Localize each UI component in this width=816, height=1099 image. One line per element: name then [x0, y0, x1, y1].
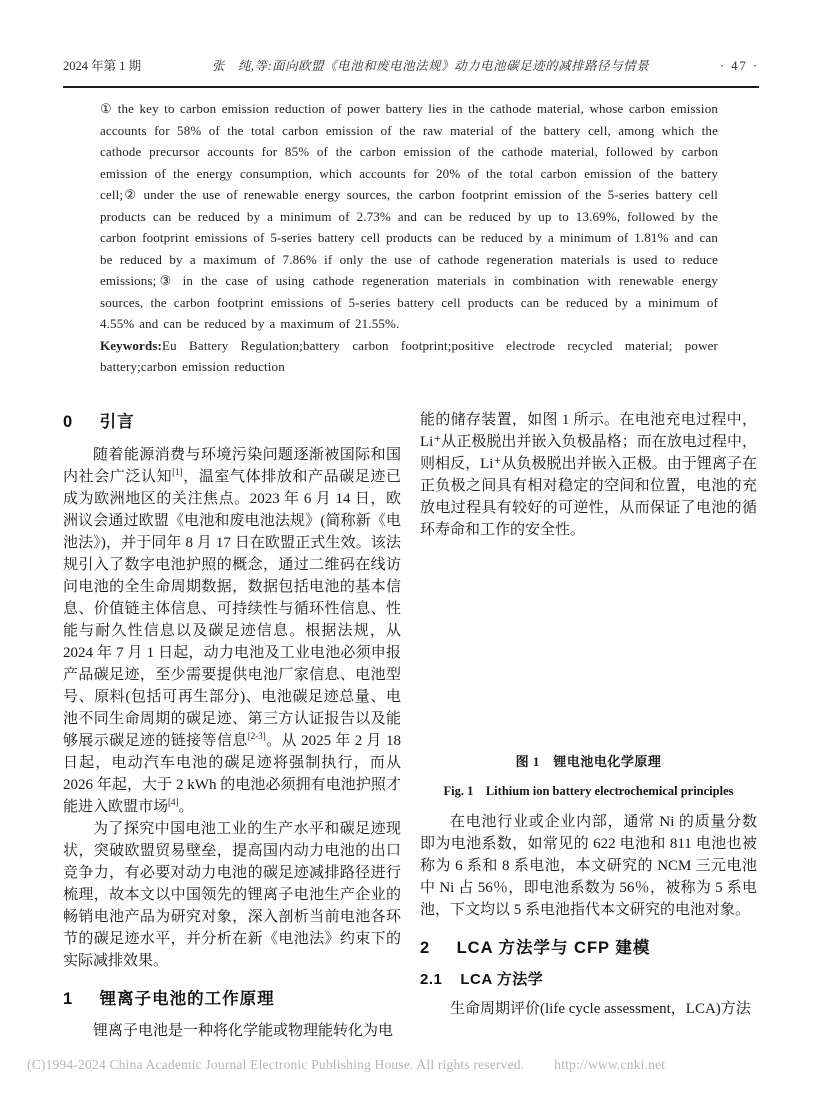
- intro-p1-segment: 。从 2025 年 2 月 18 日起，电动汽车电池的碳足迹将强制执行，而从 2026 年起，大于 2 kWh 的电池必须拥有电池护照才能进入欧盟市场: [63, 733, 401, 815]
- intro-p1-segment: 。: [178, 799, 194, 815]
- lca-method-paragraph: 生命周期评价(life cycle assessment，LCA)方法: [450, 1001, 751, 1017]
- section-0-number: 0: [63, 413, 74, 431]
- figure1-caption-zh: 图 1 锂电池电化学原理: [515, 754, 662, 769]
- intro-p1-segment: ，温室气体排放和产品碳足迹已成为欧洲地区的关注焦点。2023 年 6 月 14 日，欧洲议会通过欧盟《电池和废电池法规》(简称新《电池法》)，并于同年 8 月 17 日在欧盟正式生效。该法规引入了数字电池护照的概念，通过二维码在线访问电池的全生命周期数据，数据包括电池的基本信息、价值链主体信息、可持续性与循环性信息、性能与耐久性信息以及碳足迹信息。根据法规，从 2024 年 7 月 1 日起，动力电池及工业电池必须申报产品碳足迹，至少需要提供电池厂家信息、电池型号、原料(包括可再生部分)、电池碳足迹总量、电池不同生命周期的碳足迹、第三方认证报告以及能够展示碳足迹的链接等信息: [63, 469, 401, 749]
- keywords-text: Eu Battery Regulation;battery carbon footprint;positive electrode recycled material; power battery;carbon emission reduction: [100, 337, 718, 374]
- keywords-label: Keywords:: [100, 337, 163, 353]
- section-0-title: 引言: [99, 413, 135, 431]
- intro-paragraph-2: 为了探究中国电池工业的生产水平和碳足迹现状，突破欧盟贸易壁垒，提高国内动力电池的出口竞争力，有必要对动力电池的碳足迹减排路径进行梳理，故本文以中国领先的锂离子电池生产企业的畅销电池产品为研究对象，深入剖析当前电池各环节的碳足迹水平，并分析在新《电池法》约束下的实际减排效果。: [63, 821, 401, 969]
- citation-ref-1: [1]: [172, 467, 183, 477]
- cnki-url: http://www.cnki.net: [554, 1057, 666, 1072]
- citation-ref-2-3: [2-3]: [247, 731, 266, 741]
- intro-p1-segment: 随着能源消费与环境污染问题逐渐被国际和国内社会广泛认知: [63, 447, 401, 485]
- section-1-heading: [63, 988, 401, 1010]
- intro-paragraph-1: [63, 444, 401, 818]
- section-2-number: 2: [420, 939, 431, 957]
- battery-series-paragraph: 在电池行业或企业内部，通常 Ni 的质量分数即为电池系数，如常见的 622 电池和 811 电池也被称为 6 系和 8 系电池，本文研究的 NCM 三元电池中 Ni 占 56％，即电池系数为 56％，被称为 5 系电池，下文均以 5 系电池指代本文研究的电池对象。: [420, 814, 757, 918]
- abstract-block: [100, 98, 718, 378]
- page-number: · 47 ·: [719, 59, 759, 73]
- running-title: 张 纯,等:面向欧盟《电池和废电池法规》动力电池碳足迹的减排路径与情景: [211, 59, 650, 73]
- section-2-title: LCA 方法学与 CFP 建模: [456, 939, 651, 957]
- section-2-heading: [420, 937, 757, 959]
- section-1-number: 1: [63, 990, 74, 1008]
- left-column: [63, 409, 401, 1042]
- citation-ref-4: [4]: [168, 797, 179, 807]
- section1-paragraph-right: 能的储存装置，如图 1 所示。在电池充电过程中，Li⁺从正极脱出并嵌入负极晶格；而在放电过程中，则相反，Li⁺从负极脱出并嵌入正极。由于锂离子在正负极之间具有相对稳定的空间和位置，电池的充放电过程具有较好的可逆性，从而保证了电池的循环寿命和工作的安全性。: [420, 412, 757, 538]
- copyright-text: (C)1994-2024 China Academic Journal Electronic Publishing House. All rights reserved.: [27, 1057, 525, 1072]
- keywords-line: [100, 335, 718, 378]
- section-2-1-title: LCA 方法学: [460, 971, 544, 988]
- right-column: [420, 409, 757, 1020]
- page-footer: [27, 1057, 796, 1073]
- section-2-1-number: 2.1: [420, 971, 443, 988]
- page-header: [63, 56, 759, 74]
- section-0-heading: [63, 411, 401, 433]
- figure1-image-placeholder: [420, 541, 757, 751]
- journal-issue: 2024 年第 1 期: [63, 59, 142, 73]
- section-2-1-heading: [420, 969, 757, 991]
- figure1-caption-en: Fig. 1 Lithium ion battery electrochemical principles: [443, 784, 734, 798]
- section1-paragraph-left: 锂离子电池是一种将化学能或物理能转化为电: [93, 1023, 394, 1039]
- section-1-title: 锂离子电池的工作原理: [99, 990, 275, 1008]
- header-divider: [63, 86, 759, 88]
- abstract-text: ① the key to carbon emission reduction of power battery lies in the cathode material, whose carbon emission accounts for 58% of the total carbon emission of the raw material of the battery cell, among which the cathode precursor accounts for 85% of the carbon emission of the cathode material, followed by carbon emission of the energy consumption, which accounts for 20% of the total carbon emission of the battery cell;② under the use of renewable energy sources, the carbon footprint emission of the 5-series battery cell products can be reduced by a minimum of 2.73% and can be reduced by up to 13.69%, followed by the carbon footprint emissions of 5-series battery cell products can be reduced by a minimum of 1.81% and can be reduced by a maximum of 7.86% if only the use of cathode regeneration materials is used to reduce emissions;③ in the case of using cathode regeneration materials in combination with renewable energy sources, the carbon footprint emissions of 5-series battery cell products can be reduced by a minimum of 4.55% and can be reduced by a maximum of 21.55%.: [100, 101, 718, 331]
